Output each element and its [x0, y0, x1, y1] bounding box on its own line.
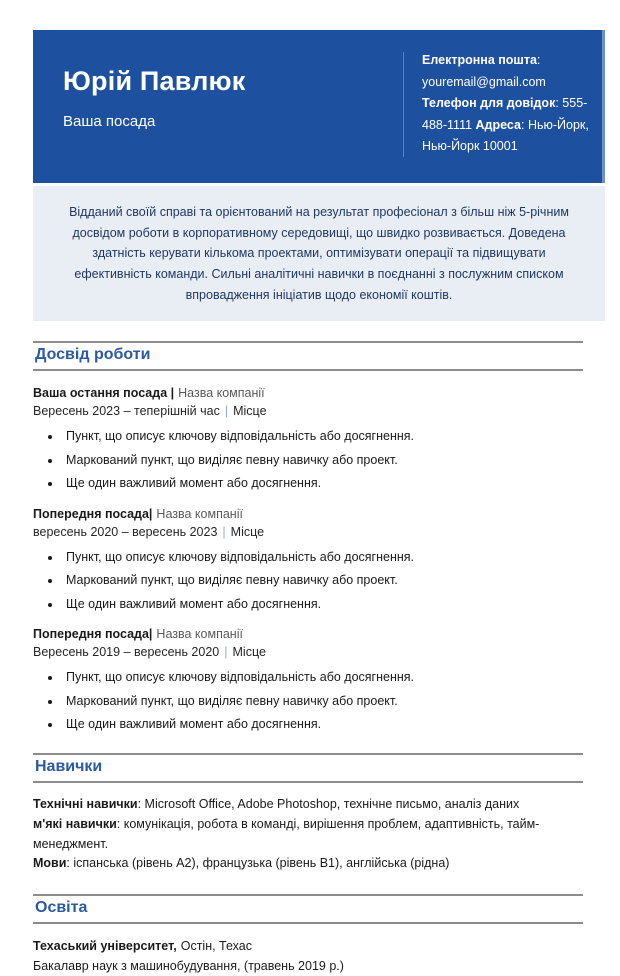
education-location: Остін, Техас	[180, 939, 252, 953]
skill-label: Технічні навички	[33, 797, 138, 811]
job-bullet: • Ще один важливий момент або досягнення.	[62, 475, 583, 492]
job-bullet-list	[33, 428, 583, 492]
skill-value: : іспанська (рівень A2), французька (рівень B1), англійська (рідна)	[66, 856, 450, 871]
job-bullet: • Пункт, що описує ключову відповідальність або досягнення.	[62, 428, 583, 445]
section-heading-experience	[33, 341, 583, 371]
job-title-line	[33, 627, 583, 641]
job-dates: вересень 2020 – вересень 2023	[33, 524, 218, 539]
contact-address-label: Адреса	[475, 117, 521, 132]
job-entry-1	[33, 386, 583, 492]
job-position: Ваша остання посада |	[33, 386, 175, 401]
job-bullet: • Пункт, що описує ключову відповідальність або досягнення.	[62, 549, 583, 566]
job-bullet: • Ще один важливий момент або досягнення.	[62, 596, 583, 613]
skill-line-soft	[33, 815, 583, 855]
contact-email-value: youremail@gmail.com	[422, 74, 546, 89]
section-heading-skills	[33, 753, 583, 783]
education-school-line	[33, 936, 583, 956]
contact-phone-separator: :	[555, 96, 559, 110]
job-location: Місце	[233, 404, 267, 419]
job-date-line	[33, 404, 583, 418]
contact-email-separator: :	[536, 53, 541, 67]
job-position: Попередня посада|	[33, 506, 153, 521]
skill-value: : Microsoft Office, Adobe Photoshop, технічне письмо, аналіз даних	[137, 797, 520, 811]
job-company: Назва компанії	[156, 627, 243, 642]
job-title-line	[33, 386, 583, 400]
job-date-line	[33, 645, 583, 659]
job-bullet-list	[33, 669, 583, 733]
job-entry-3	[33, 627, 583, 733]
contact-info	[404, 30, 602, 183]
job-entry-2	[33, 507, 583, 613]
job-dates: Вересень 2023 – теперішній час	[33, 404, 220, 419]
resume-body	[33, 341, 583, 976]
date-pipe: |	[222, 524, 226, 539]
skill-line-technical	[33, 795, 583, 815]
job-title-line	[33, 507, 583, 521]
job-bullet: • Пункт, що описує ключову відповідальність або досягнення.	[62, 669, 583, 686]
experience-section-title: Досвід роботи	[35, 346, 151, 364]
job-bullet: • Маркований пункт, що виділяє певну навичку або проект.	[62, 452, 583, 469]
job-date-line	[33, 525, 583, 539]
contact-address-value: Нью-Йорк, Нью-Йорк 10001	[422, 117, 589, 153]
date-pipe: |	[224, 404, 229, 419]
job-position: Попередня посада|	[33, 627, 153, 642]
date-pipe: |	[224, 645, 228, 660]
contact-phone-value: 555-488-1111	[422, 96, 588, 132]
skill-line-languages	[33, 854, 583, 874]
skill-label: Мови	[33, 856, 67, 871]
job-dates: Вересень 2019 – вересень 2020	[33, 645, 220, 660]
header-banner	[33, 30, 605, 183]
header-identity	[33, 30, 403, 183]
education-block	[33, 936, 583, 976]
person-title: Ваша посада	[63, 113, 156, 130]
skill-value: : комунікація, робота в команді, вирішення проблем, адаптивність, тайм-менеджмент.	[33, 816, 540, 851]
contact-email-label: Електронна пошта	[422, 53, 537, 67]
job-bullet: • Маркований пункт, що виділяє певну навичку або проект.	[62, 572, 583, 589]
job-bullet: • Ще один важливий момент або досягнення.	[62, 716, 583, 733]
skills-block	[33, 795, 583, 874]
job-bullet-list	[33, 549, 583, 613]
skills-section-title: Навички	[35, 758, 103, 775]
contact-phone-label: Телефон для довідок	[422, 96, 556, 110]
skill-label: м'які навички	[33, 816, 117, 831]
person-name: Юрій Павлюк	[63, 66, 246, 96]
education-school: Техаський університет,	[33, 939, 177, 953]
contact-address-separator: :	[520, 117, 525, 132]
summary-text: Відданий своїй справі та орієнтований на результат професіонал з більш ніж 5-річним досвідом роботи в корпоративному середовищі, що швидко розвивається. Доведена здатність керувати кількома проектами, оптимізувати операції та підвищувати ефективність команди. Сильні аналітичні навички в поєднанні з послужним списком впровадження ініціатив щодо економії коштів.	[69, 205, 569, 302]
job-location: Місце	[230, 524, 265, 539]
job-location: Місце	[232, 645, 266, 660]
education-section-title: Освіта	[35, 899, 88, 916]
section-heading-education	[33, 894, 583, 924]
job-bullet: • Маркований пункт, що виділяє певну навичку або проект.	[62, 693, 583, 710]
summary-box	[33, 186, 605, 321]
job-company: Назва компанії	[178, 386, 265, 401]
education-degree-line: Бакалавр наук з машинобудування, (травень 2019 р.)	[33, 959, 344, 973]
job-company: Назва компанії	[156, 506, 243, 521]
